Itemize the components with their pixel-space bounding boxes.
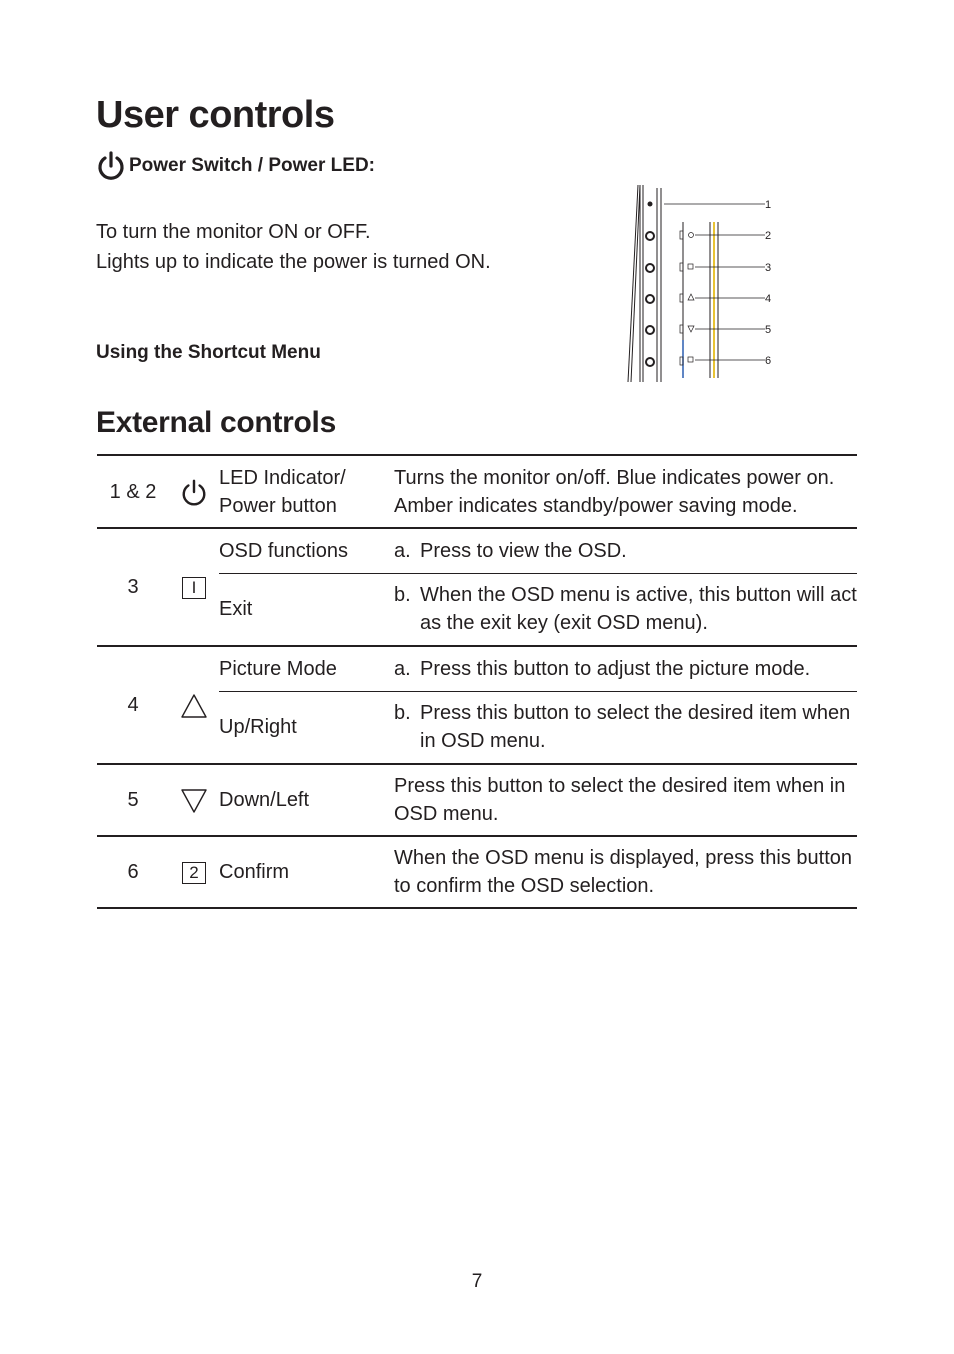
monitor-button-diagram [620,180,790,390]
led-dot [648,202,653,207]
confirm-icon-cell [169,836,219,908]
power-desc-1: To turn the monitor ON or OFF. [96,221,371,243]
item-label: a. [394,657,411,680]
callout-4: 4 [765,293,772,305]
confirm-box-icon: 2 [182,862,206,884]
callout-5: 5 [765,324,772,336]
page-number: 7 [471,1271,483,1292]
power-icon [180,478,208,506]
row-number: 5 [97,764,169,836]
row-number: 1 & 2 [97,455,169,528]
callout-2: 2 [765,230,772,242]
item-text: Press this button to adjust the picture mode. [420,657,811,680]
table-row [97,836,857,908]
function-desc: Turns the monitor on/off. Blue indicates power on. Amber indicates standby/power saving mode. [394,455,857,528]
function-name: Up/Right [219,691,394,764]
function-name: OSD functions [219,528,394,573]
shortcut-heading: Using the Shortcut Menu [96,342,321,363]
function-name: Confirm [219,836,394,908]
function-name: Down/Left [219,764,394,836]
function-desc: When the OSD menu is displayed, press this button to confirm the OSD selection. [394,836,857,908]
external-controls-heading: External controls [96,406,336,439]
controls-table [97,454,857,909]
function-name: Picture Mode [219,646,394,691]
table-row [97,528,857,573]
page-title: User controls [96,94,335,136]
down-icon-cell [169,764,219,836]
menu-icon-cell [169,528,219,646]
button-circle [646,295,654,303]
table-row [97,455,857,528]
up-icon-cell [169,646,219,764]
button-circle [646,232,654,240]
power-heading-row [96,150,375,182]
item-label: a. [394,539,411,562]
power-icon [96,150,126,182]
function-name: Exit [219,573,394,646]
function-desc [394,646,857,691]
function-desc [394,528,857,573]
function-desc: Press this button to select the desired item when in OSD menu. [394,764,857,836]
item-label: b. [394,584,411,607]
triangle-down-icon [180,788,208,814]
table-row [97,764,857,836]
item-text: When the OSD menu is active, this button will act as the exit key (exit OSD menu). [420,584,857,635]
menu-box-icon: I [182,577,206,599]
power-icon-cell [169,455,219,528]
button-circle [646,264,654,272]
callout-1: 1 [765,199,772,211]
function-desc [394,691,857,764]
power-heading: Power Switch / Power LED: [129,155,375,176]
callout-6: 6 [765,355,772,367]
row-number: 6 [97,836,169,908]
item-label: b. [394,702,411,725]
callout-3: 3 [765,262,772,274]
button-circle [646,358,654,366]
function-desc [394,573,857,646]
row-number: 4 [97,646,169,764]
power-desc-2: Lights up to indicate the power is turned ON. [96,251,491,273]
table-row [97,646,857,691]
item-text: Press this button to select the desired item when in OSD menu. [420,702,851,753]
item-text: Press to view the OSD. [420,539,627,562]
button-circle [646,326,654,334]
row-number: 3 [97,528,169,646]
function-name: LED Indicator/ Power button [219,455,394,528]
triangle-up-icon [180,693,208,719]
